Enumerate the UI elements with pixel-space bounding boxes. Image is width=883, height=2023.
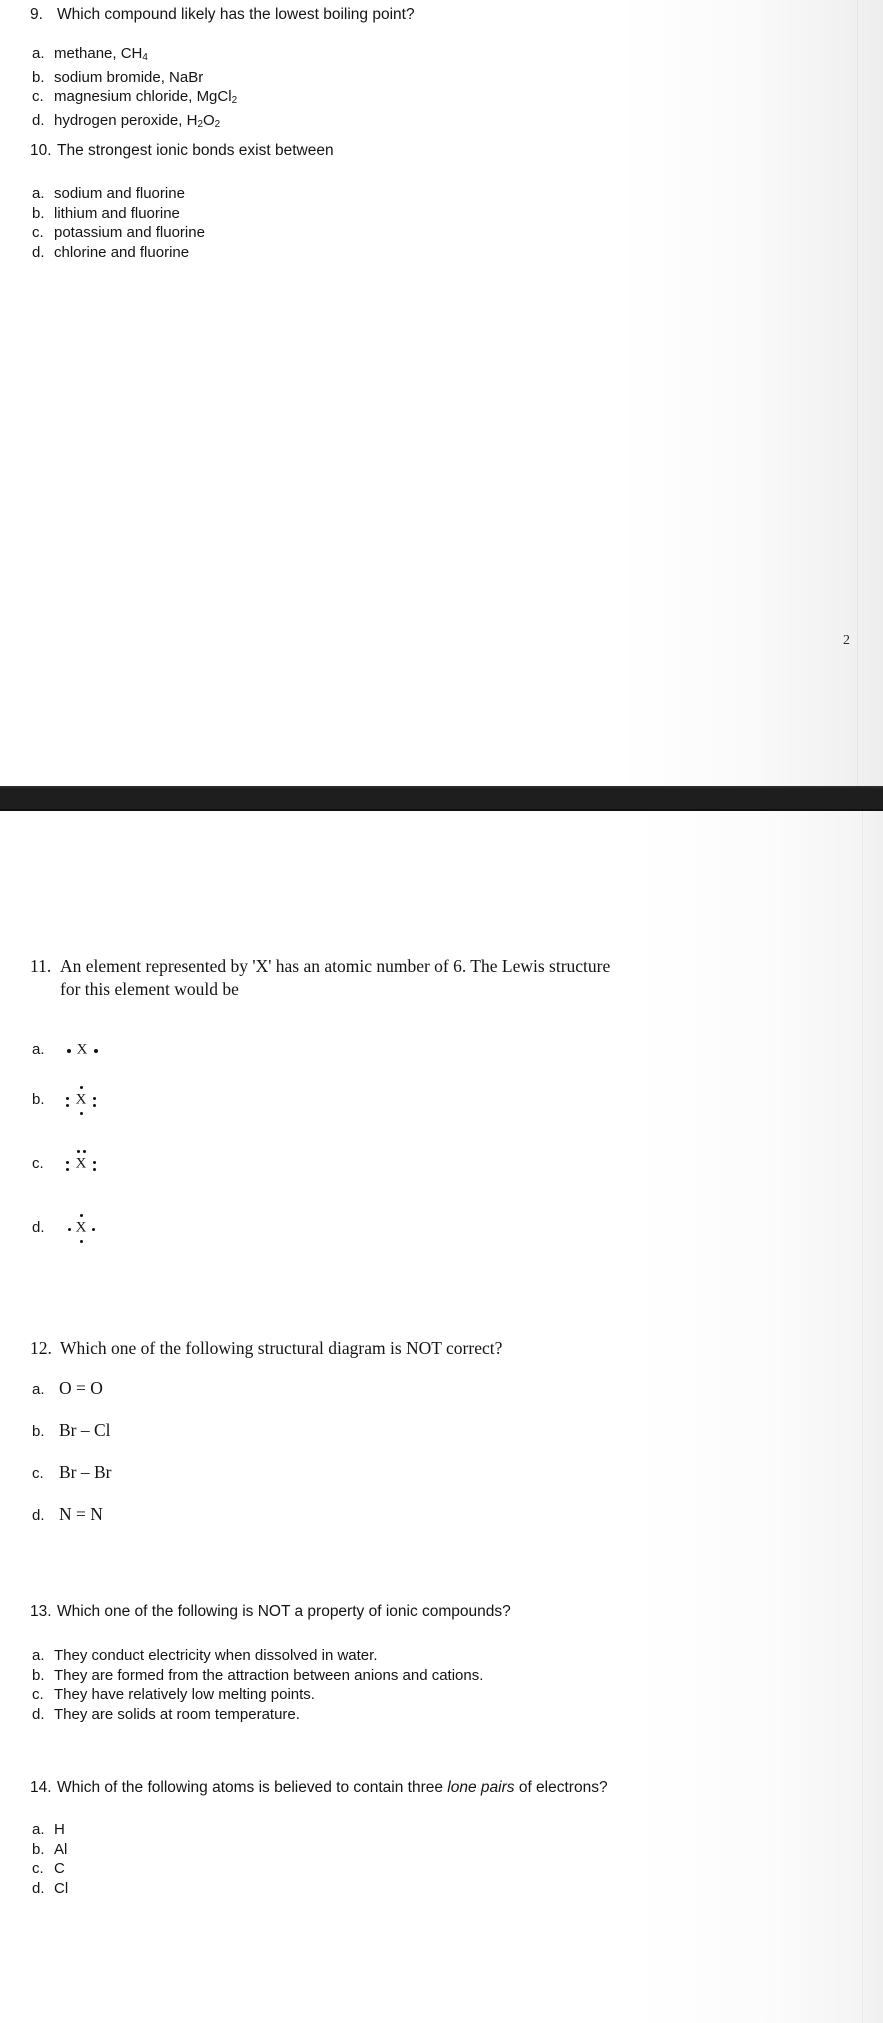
electron-dot (66, 1168, 69, 1171)
option-label: c. (32, 1686, 44, 1704)
option-row[interactable] (32, 1646, 483, 1666)
question-14-stem (30, 1778, 608, 1798)
option-text: O = O (59, 1378, 103, 1398)
question-14-text-after: of electrons? (514, 1779, 608, 1796)
electron-dot (66, 1104, 69, 1107)
question-12-number: 12. (30, 1338, 52, 1358)
electron-dot (80, 1214, 83, 1217)
option-row[interactable] (32, 68, 237, 88)
question-12-stem (30, 1337, 502, 1360)
electron-dot (93, 1097, 96, 1100)
electron-dot (68, 1228, 71, 1231)
option-label: b. (32, 1423, 45, 1440)
option-row[interactable] (32, 223, 205, 243)
option-text: sodium and fluorine (54, 185, 185, 202)
option-label: b. (32, 1091, 45, 1109)
option-label: c. (32, 1860, 44, 1878)
option-label: d. (32, 1705, 45, 1723)
option-row[interactable] (32, 1879, 68, 1899)
question-12-option-d[interactable] (32, 1504, 103, 1525)
electron-dot (94, 1049, 98, 1053)
question-9-options (32, 44, 237, 135)
question-10-options (32, 184, 205, 262)
option-label: d. (32, 112, 45, 130)
option-label: b. (32, 1840, 45, 1858)
option-row[interactable] (32, 111, 237, 135)
electron-dot (80, 1112, 83, 1115)
lewis-structure-b (59, 1080, 103, 1120)
question-9-number: 9. (30, 6, 43, 23)
option-text: Br – Br (59, 1462, 112, 1482)
option-label: b. (32, 204, 45, 222)
option-row[interactable] (32, 1666, 483, 1686)
option-label: d. (32, 1507, 45, 1524)
question-11-line2: for this element would be (60, 979, 239, 999)
option-label: c. (32, 88, 44, 106)
electron-dot (92, 1228, 95, 1231)
electron-dot (80, 1086, 83, 1089)
option-label: c. (32, 1465, 44, 1482)
lewis-structure-d (59, 1208, 103, 1248)
option-label: a. (32, 185, 45, 202)
option-row[interactable] (32, 1685, 483, 1705)
option-label: a. (32, 1041, 45, 1059)
electron-dot (93, 1104, 96, 1107)
option-row[interactable] (32, 184, 205, 204)
question-12-option-a[interactable] (32, 1378, 103, 1399)
question-12-text: Which one of the following structural diagram is NOT correct? (60, 1338, 503, 1358)
option-text: Br – Cl (59, 1420, 111, 1440)
option-row[interactable] (32, 44, 237, 68)
question-10-text: The strongest ionic bonds exist between (57, 142, 334, 159)
question-14-number: 14. (30, 1779, 52, 1796)
lewis-symbol: X (75, 1155, 87, 1172)
lewis-symbol: X (76, 1041, 88, 1058)
question-11-stem (30, 955, 850, 1001)
option-row[interactable] (32, 1705, 483, 1725)
question-14-emphasis: lone pairs (447, 1779, 515, 1796)
option-label: c. (32, 224, 44, 242)
option-text: methane, $CH_4$ (54, 45, 148, 64)
option-text: N = N (59, 1504, 103, 1524)
electron-dot (66, 1097, 69, 1100)
question-14-options (32, 1820, 68, 1898)
option-label: d. (32, 243, 45, 261)
subscript: 2 (214, 119, 221, 131)
electron-dot (80, 1240, 83, 1243)
option-row[interactable] (32, 87, 237, 111)
option-label: a. (32, 1821, 45, 1838)
option-label: a. (32, 1647, 45, 1664)
option-text: magnesium chloride, MgCl$_2$ (54, 88, 238, 107)
option-text: They are formed from the attraction between anions and cations. (54, 1666, 484, 1684)
question-11-number: 11. (30, 956, 52, 976)
option-text: H (54, 1821, 65, 1838)
question-11-option-a[interactable] (32, 1030, 105, 1070)
question-10-stem (30, 141, 334, 161)
option-row[interactable] (32, 1859, 68, 1879)
question-13-number: 13. (30, 1603, 52, 1620)
option-label: c. (32, 1155, 44, 1173)
page-separator-highlight (0, 786, 883, 788)
option-text: Cl (54, 1879, 69, 1897)
electron-dot (67, 1049, 71, 1053)
option-row[interactable] (32, 204, 205, 224)
electron-dot (93, 1168, 96, 1171)
option-text: chlorine and fluorine (54, 243, 190, 261)
lewis-symbol: X (75, 1219, 87, 1236)
electron-dot (77, 1150, 80, 1153)
option-text: sodium bromide, NaBr (54, 68, 204, 86)
subscript: 2 (197, 119, 203, 131)
option-text: lithium and fluorine (54, 204, 180, 222)
electron-dot (93, 1161, 96, 1164)
option-label: b. (32, 1666, 45, 1684)
sheet-edge-shadow-bottom (862, 811, 863, 2023)
subscript: 2 (231, 95, 238, 107)
question-13-text: Which one of the following is NOT a property of ionic compounds? (57, 1603, 511, 1620)
question-9-text: Which compound likely has the lowest boiling point? (57, 6, 415, 23)
option-label: d. (32, 1219, 45, 1237)
lewis-structure-c (59, 1144, 103, 1184)
option-text: Al (54, 1840, 68, 1858)
question-13-stem (30, 1602, 511, 1622)
question-14-text-before: Which of the following atoms is believed to contain three (57, 1779, 448, 1796)
question-11-option-d[interactable] (32, 1208, 103, 1248)
option-label: d. (32, 1879, 45, 1897)
page-separator-band (0, 786, 883, 811)
sheet-edge-shadow-top (857, 0, 858, 786)
option-text: They conduct electricity when dissolved in water. (54, 1647, 378, 1664)
option-label: a. (32, 1381, 45, 1398)
question-12-option-c[interactable] (32, 1462, 112, 1483)
question-13-options (32, 1646, 483, 1724)
question-10-number: 10. (30, 142, 52, 159)
option-text: potassium and fluorine (54, 224, 205, 242)
option-row[interactable] (32, 1820, 68, 1840)
subscript: 4 (142, 52, 148, 64)
option-row[interactable] (32, 243, 205, 263)
electron-dot (66, 1161, 69, 1164)
option-text: They are solids at room temperature. (54, 1705, 300, 1723)
option-text: They have relatively low melting points. (54, 1686, 315, 1704)
page-number: 2 (843, 633, 850, 648)
question-11-line1: An element represented by 'X' has an atomic number of 6. The Lewis structure (60, 956, 611, 976)
option-label: a. (32, 45, 45, 62)
question-12-option-b[interactable] (32, 1420, 111, 1441)
lewis-structure-a (59, 1030, 105, 1070)
lewis-symbol: X (75, 1091, 87, 1108)
option-row[interactable] (32, 1840, 68, 1860)
electron-dot (83, 1150, 86, 1153)
question-9-stem (30, 5, 415, 25)
option-text: C (54, 1860, 65, 1878)
option-text: hydrogen peroxide, $H_2O_2$ (54, 112, 221, 131)
question-11-option-c[interactable] (32, 1144, 103, 1184)
question-11-option-b[interactable] (32, 1080, 103, 1120)
option-label: b. (32, 68, 45, 86)
